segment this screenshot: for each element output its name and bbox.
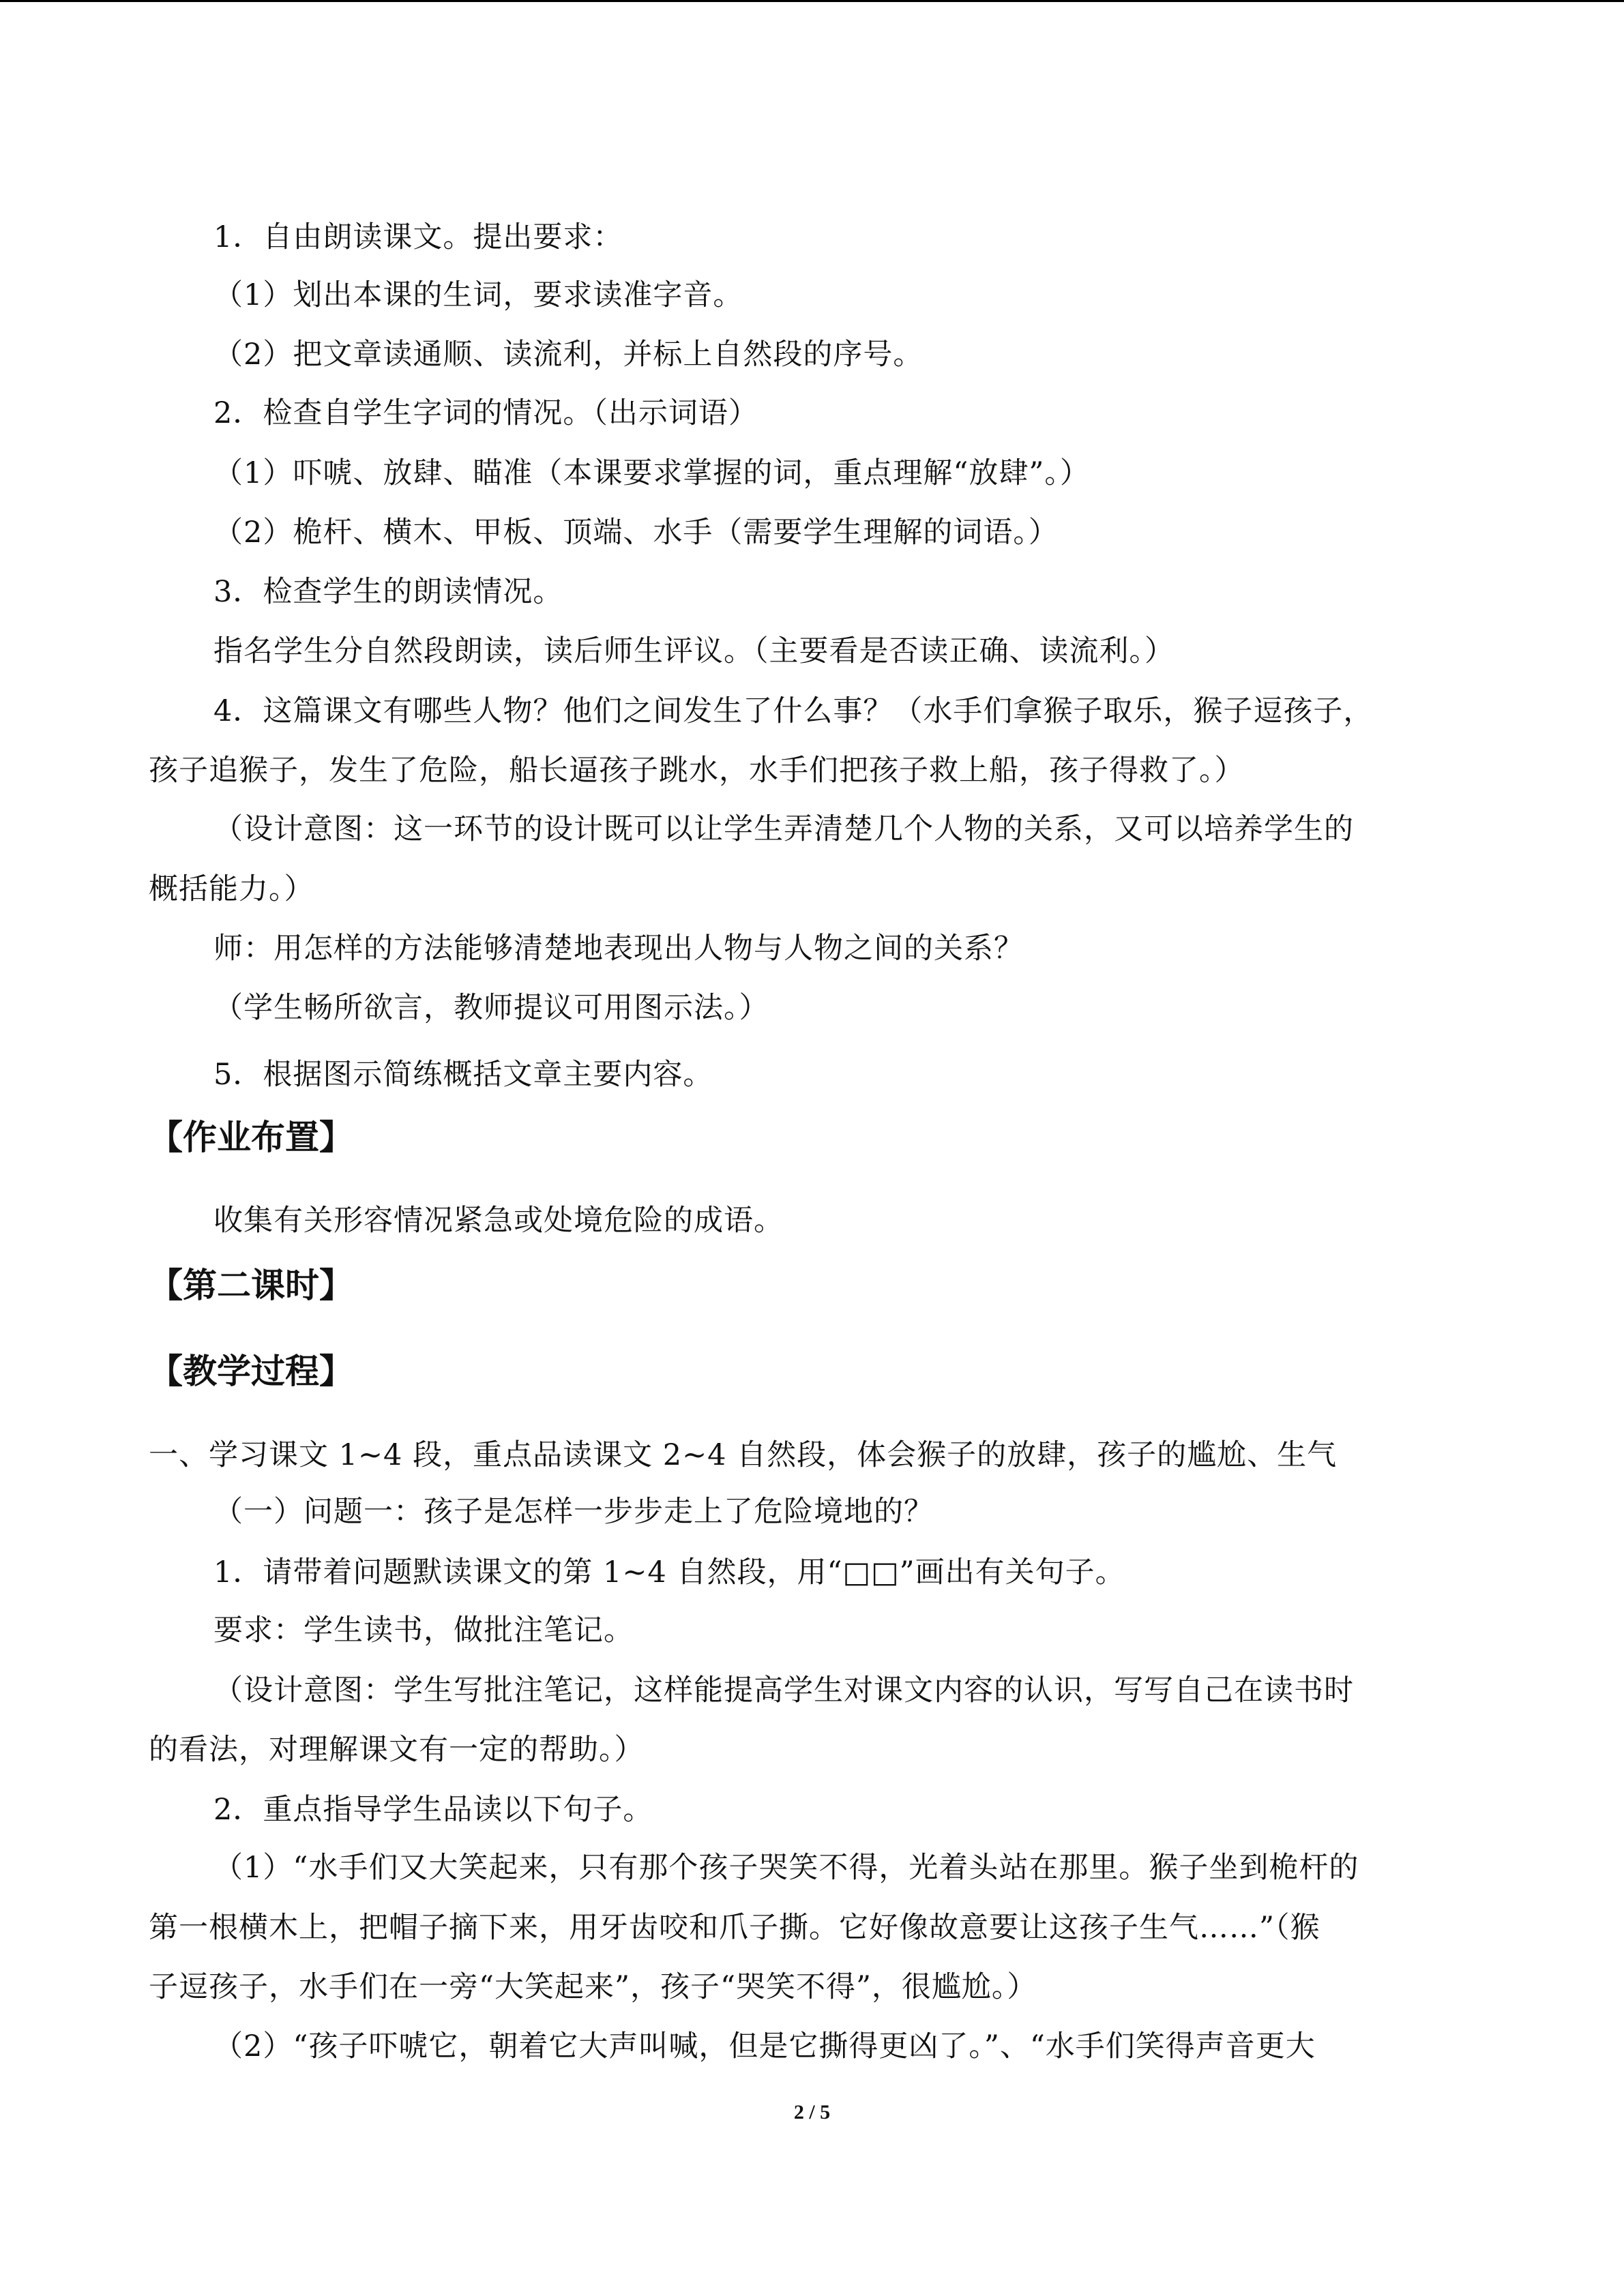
text-line-23: 2．重点指导学生品读以下句子。: [213, 1793, 653, 1827]
text-line-27: （2）“孩子吓唬它，朝着它大声叫喊，但是它撕得更凶了。”、“水手们笑得声音更大: [213, 2029, 1316, 2063]
text-line-4: 2．检查自学生字词的情况。（出示词语）: [213, 396, 758, 430]
text-line-1: 1．自由朗读课文。提出要求：: [213, 220, 623, 254]
text-line-2: （1）划出本课的生词，要求读准字音。: [213, 278, 743, 312]
text-line-18: （一）问题一：孩子是怎样一步步走上了危险境地的？: [213, 1495, 934, 1529]
heading-second-lesson: 【第二课时】: [149, 1266, 353, 1305]
text-line-16: 收集有关形容情况紧急或处境危险的成语。: [213, 1204, 784, 1238]
text-line-25: 第一根横木上，把帽子摘下来，用牙齿咬和爪子撕。它好像故意要让这孩子生气……”（猴: [149, 1911, 1320, 1945]
text-line-24: （1）“水手们又大笑起来，只有那个孩子哭笑不得，光着头站在那里。猴子坐到桅杆的: [213, 1851, 1359, 1885]
heading-process: 【教学过程】: [149, 1352, 353, 1391]
text-line-26: 子逗孩子，水手们在一旁“大笑起来”，孩子“哭笑不得”，很尴尬。）: [149, 1970, 1037, 2004]
page-top-border: [0, 0, 1624, 2]
text-line-3: （2）把文章读通顺、读流利，并标上自然段的序号。: [213, 338, 924, 372]
text-line-19: 1．请带着问题默读课文的第 1~4 自然段，用“□□”画出有关句子。: [213, 1555, 1125, 1590]
text-line-22: 的看法，对理解课文有一定的帮助。）: [149, 1733, 645, 1767]
text-line-5: （1）吓唬、放肆、瞄准（本课要求掌握的词，重点理解“放肆”。）: [213, 456, 1090, 490]
text-line-7: 3．检查学生的朗读情况。: [213, 575, 563, 609]
text-line-13: 师：用怎样的方法能够清楚地表现出人物与人物之间的关系？: [213, 931, 1024, 966]
text-line-15: 5．根据图示简练概括文章主要内容。: [213, 1058, 713, 1092]
text-line-9: 4．这篇课文有哪些人物？他们之间发生了什么事？（水手们拿猴子取乐，猴子逗孩子，: [213, 694, 1374, 728]
text-line-10: 孩子追猴子，发生了危险，船长逼孩子跳水，水手们把孩子救上船，孩子得救了。）: [149, 754, 1245, 788]
page-number: 2 / 5: [793, 2101, 831, 2123]
text-line-21: （设计意图：学生写批注笔记，这样能提高学生对课文内容的认识，写写自己在读书时: [213, 1673, 1354, 1708]
text-line-11: （设计意图：这一环节的设计既可以让学生弄清楚几个人物的关系，又可以培养学生的: [213, 812, 1354, 846]
text-line-12: 概括能力。）: [149, 872, 314, 906]
text-line-17: 一、学习课文 1~4 段，重点品读课文 2~4 自然段，体会猴子的放肆，孩子的尴尬、生气: [149, 1438, 1338, 1472]
text-line-8: 指名学生分自然段朗读，读后师生评议。（主要看是否读正确、读流利。）: [213, 634, 1175, 668]
text-line-20: 要求：学生读书，做批注笔记。: [213, 1613, 634, 1648]
text-line-6: （2）桅杆、横木、甲板、顶端、水手（需要学生理解的词语。）: [213, 516, 1059, 550]
heading-homework: 【作业布置】: [149, 1118, 353, 1157]
text-line-14: （学生畅所欲言，教师提议可用图示法。）: [213, 991, 769, 1025]
